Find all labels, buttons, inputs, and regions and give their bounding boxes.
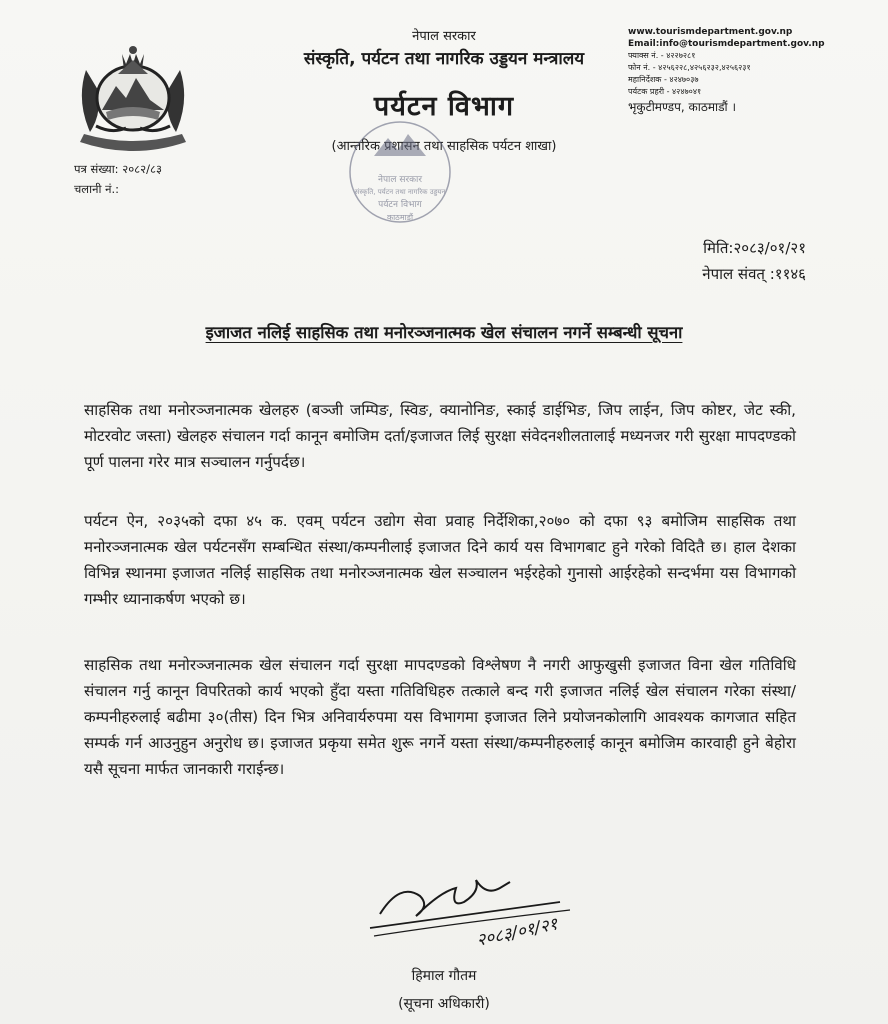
tourist-police-phone: पर्यटक प्रहरी - ४२४७०४१ xyxy=(628,87,702,96)
svg-text:नेपाल सरकार: नेपाल सरकार xyxy=(377,175,423,185)
website-link[interactable]: www.tourismdepartment.gov.np xyxy=(628,27,793,37)
office-address: भृकुटीमण्डप, काठमाडौं । xyxy=(628,100,737,114)
nepal-sambat-date: नेपाल संवत् :११४६ xyxy=(702,265,806,283)
dg-phone: महानिर्देशक - ४२४७०३७ xyxy=(628,75,699,84)
svg-text:काठमाडौं: काठमाडौं xyxy=(386,213,414,222)
letter-number: पत्र संख्या: २०८२/८३ xyxy=(74,162,162,176)
signatory-title: (सूचना अधिकारी) xyxy=(398,996,490,1012)
signature-icon xyxy=(360,862,590,958)
issue-date: मिति:२०८३/०१/२१ xyxy=(703,239,806,257)
svg-text:संस्कृति, पर्यटन तथा नागरिक उड: संस्कृति, पर्यटन तथा नागरिक उड्डयन xyxy=(354,188,446,196)
signatory-name: हिमाल गौतम xyxy=(411,968,477,984)
svg-text:पर्यटन विभाग: पर्यटन विभाग xyxy=(378,200,422,210)
department-name: पर्यटन विभाग xyxy=(373,91,515,122)
notice-subject xyxy=(0,320,888,343)
subject-text: इजाजत नलिई साहसिक तथा मनोरञ्जनात्मक खेल संचालन नगर्ने सम्बन्धी सूचना xyxy=(205,323,683,342)
phone-numbers: फोन नं. - ४२५६२२८,४२५६२३२,४२५६२३१ xyxy=(628,63,751,72)
svg-text:२०८३/०१/२१: २०८३/०१/२१ xyxy=(474,914,560,951)
dispatch-number: चलानी नं.: xyxy=(74,182,120,196)
section-name: (आन्तरिक प्रशासन तथा साहसिक पर्यटन शाखा) xyxy=(331,139,557,154)
ministry-name: संस्कृति, पर्यटन तथा नागरिक उड्डयन मन्त्रालय xyxy=(303,49,585,69)
fax-number: फ्याक्स नं. - ४२२७२८१ xyxy=(628,51,696,60)
paragraph-3: साहसिक तथा मनोरञ्जनात्मक खेल संचालन गर्दा सुरक्षा मापदण्डको विश्लेषण नै नगरी आफुखुसी इजाजत विना खेल गतिविधि संचालन गर्नु कानून विपरितको कार्य भएको हुँदा यस्ता गतिविधिहरु तत्काले बन्द गरी इजाजत नलिई खेल संचालन गरेका संस्था/कम्पनीहरुलाई बढीमा ३०(तीस) दिन भित्र अनिवार्यरुपमा यस विभागमा इजाजत लिने प्रयोजनकोलागि आवश्यक कागजात सहित सम्पर्क गर्न आउनुहुन अनुरोध छ। इजाजत प्रकृया समेत शुरू नगर्ने यस्ता संस्था/कम्पनीहरुलाई कानून बमोजिम कारवाही हुने बेहोरा यसै सूचना मार्फत जानकारी गराईन्छ। xyxy=(84,656,796,778)
government-label: नेपाल सरकार xyxy=(412,29,476,44)
paragraph-2: पर्यटन ऐन, २०३५को दफा ४५ क. एवम् पर्यटन उद्योग सेवा प्रवाह निर्देशिका,२०७० को दफा ९३ बमोजिम साहसिक तथा मनोरञ्जनात्मक खेल पर्यटनसँग सम्बन्धित संस्था/कम्पनीलाई इजाजत दिने कार्य यस विभागबाट हुने गरेको विदितै छ। हाल देशका विभिन्न स्थानमा इजाजत नलिई साहसिक तथा मनोरञ्जनात्मक खेल सञ्चालन भईरहेको गुनासो आईरहेको सन्दर्भमा यस विभागको गम्भीर ध्यानाकर्षण भएको छ। xyxy=(84,512,796,608)
official-stamp-icon xyxy=(340,112,460,242)
email-address[interactable]: Email:info@tourismdepartment.gov.np xyxy=(628,39,825,49)
paragraph-1: साहसिक तथा मनोरञ्जनात्मक खेलहरु (बञ्जी जम्पिङ, स्विङ, क्यानोनिङ, स्काई डाईभिङ, जिप लाईन, जिप कोष्टर, जेट स्की, मोटरवोट जस्ता) खेलहरु संचालन गर्दा कानून बमोजिम दर्ता/इजाजत लिई सुरक्षा संवेदनशीलतालाई मध्यनजर गरी सुरक्षा मापदण्डको पूर्ण पालना गरेर मात्र सञ्चालन गर्नुपर्दछ। xyxy=(84,401,796,471)
contact-block xyxy=(628,26,878,113)
